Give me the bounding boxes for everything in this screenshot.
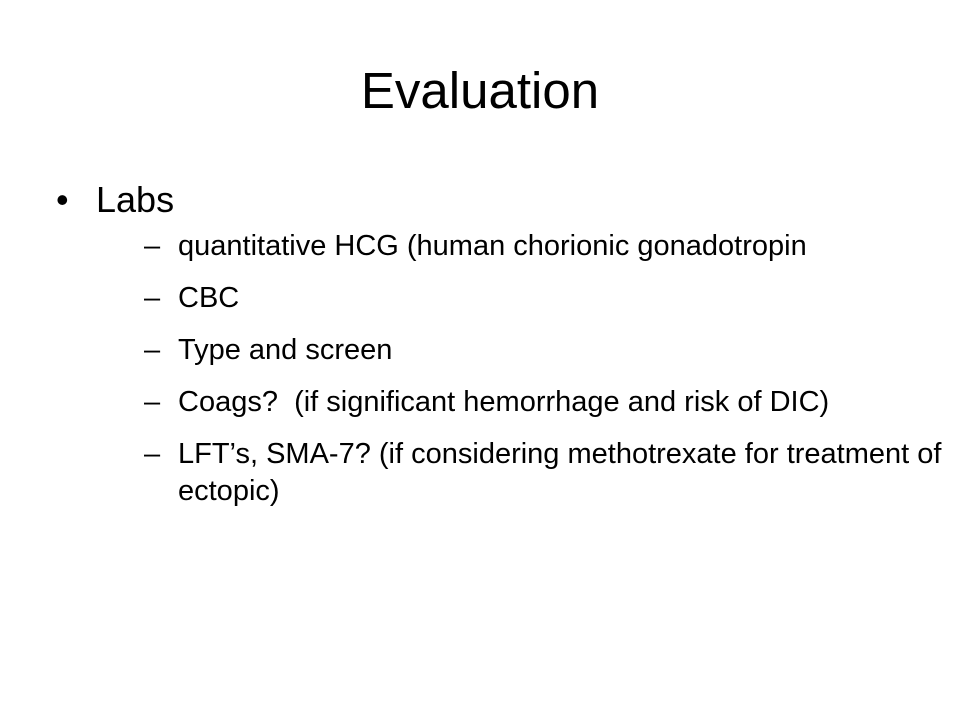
sub-bullet-cbc — [96, 280, 958, 317]
sub-bullet-list — [96, 228, 942, 510]
dash-marker: – — [144, 386, 161, 418]
bullet-labs — [56, 176, 942, 510]
sub-bullet-text: Type and screen — [178, 334, 393, 366]
dash-marker: – — [144, 334, 161, 366]
sub-bullet-coags — [96, 384, 958, 421]
slide-content — [56, 176, 942, 525]
sub-bullet-text: Coags? (if significant hemorrhage and risk of DIC) — [178, 386, 830, 418]
slide-title: Evaluation — [360, 62, 600, 119]
sub-bullet-hcg — [96, 228, 958, 265]
dash-marker: – — [144, 230, 161, 262]
sub-bullet-type-and-screen — [96, 332, 958, 369]
sub-bullet-text: quantitative HCG (human chorionic gonadotropin — [178, 230, 807, 262]
bullet-marker: • — [56, 179, 69, 220]
sub-bullet-text: CBC — [178, 282, 240, 314]
sub-bullet-lfts — [96, 436, 958, 510]
dash-marker: – — [144, 438, 161, 470]
bullet-label: Labs — [96, 179, 175, 220]
sub-bullet-text: LFT’s, SMA-7? (if considering methotrexate for treatment of ectopic) — [178, 438, 942, 507]
dash-marker: – — [144, 282, 161, 314]
